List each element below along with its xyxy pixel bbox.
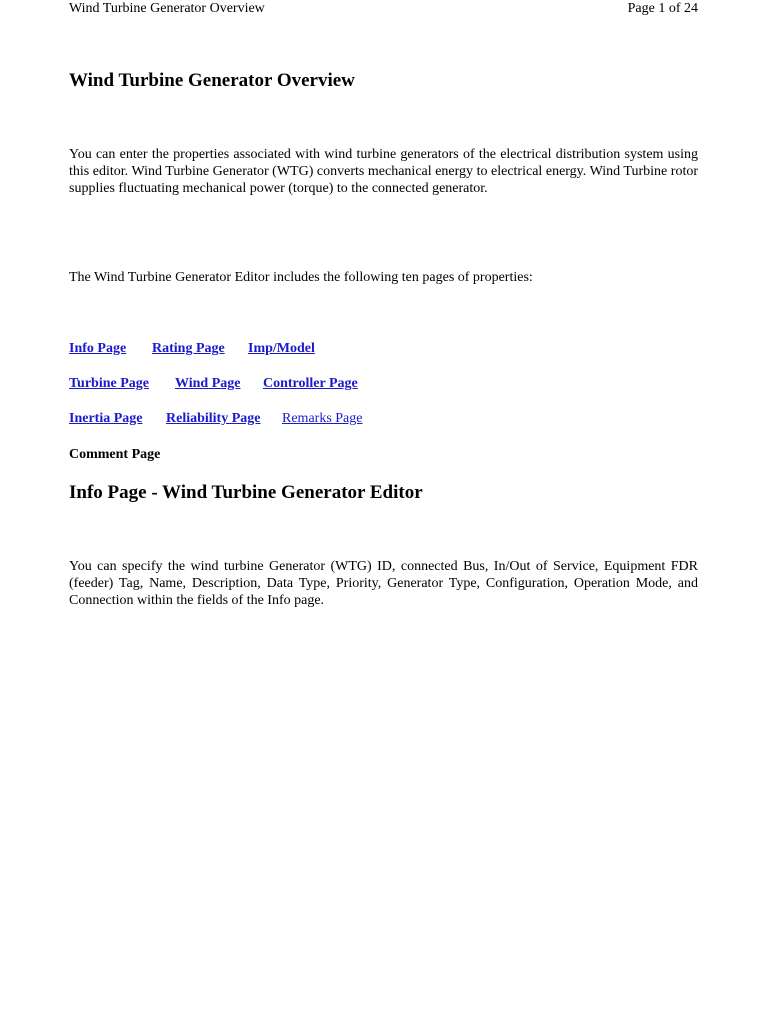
- section-title: Info Page - Wind Turbine Generator Editor: [69, 482, 423, 503]
- link-wind-page[interactable]: Wind Page: [175, 376, 241, 391]
- link-reliability-page[interactable]: Reliability Page: [166, 411, 261, 426]
- running-header: [69, 0, 698, 18]
- header-page-number: Page 1 of 24: [627, 1, 698, 16]
- comment-page-label: Comment Page: [69, 447, 161, 462]
- header-document-title: Wind Turbine Generator Overview: [69, 1, 265, 16]
- link-rating-page[interactable]: Rating Page: [152, 341, 225, 356]
- link-imp-model[interactable]: Imp/Model: [248, 341, 315, 356]
- intro-paragraph: You can enter the properties associated with wind turbine generators of the electrical distribution system using this editor. Wind Turbine Generator (WTG) converts mechanical energy to electrical energy. Wind Turbine rotor supplies fluctuating mechanical power (torque) to the connected generator.: [69, 147, 698, 197]
- link-controller-page[interactable]: Controller Page: [263, 376, 358, 391]
- link-inertia-page[interactable]: Inertia Page: [69, 411, 143, 426]
- page-title: Wind Turbine Generator Overview: [69, 70, 355, 91]
- link-turbine-page[interactable]: Turbine Page: [69, 376, 149, 391]
- link-remarks-page[interactable]: Remarks Page: [282, 411, 363, 426]
- section-body: You can specify the wind turbine Generator (WTG) ID, connected Bus, In/Out of Service, Equipment FDR (feeder) Tag, Name, Description, Data Type, Priority, Generator Type, Configuration, Operation Mode, and Connection within the fields of the Info page.: [69, 559, 698, 609]
- editor-pages-intro: The Wind Turbine Generator Editor includes the following ten pages of properties:: [69, 270, 533, 285]
- link-info-page[interactable]: Info Page: [69, 341, 127, 356]
